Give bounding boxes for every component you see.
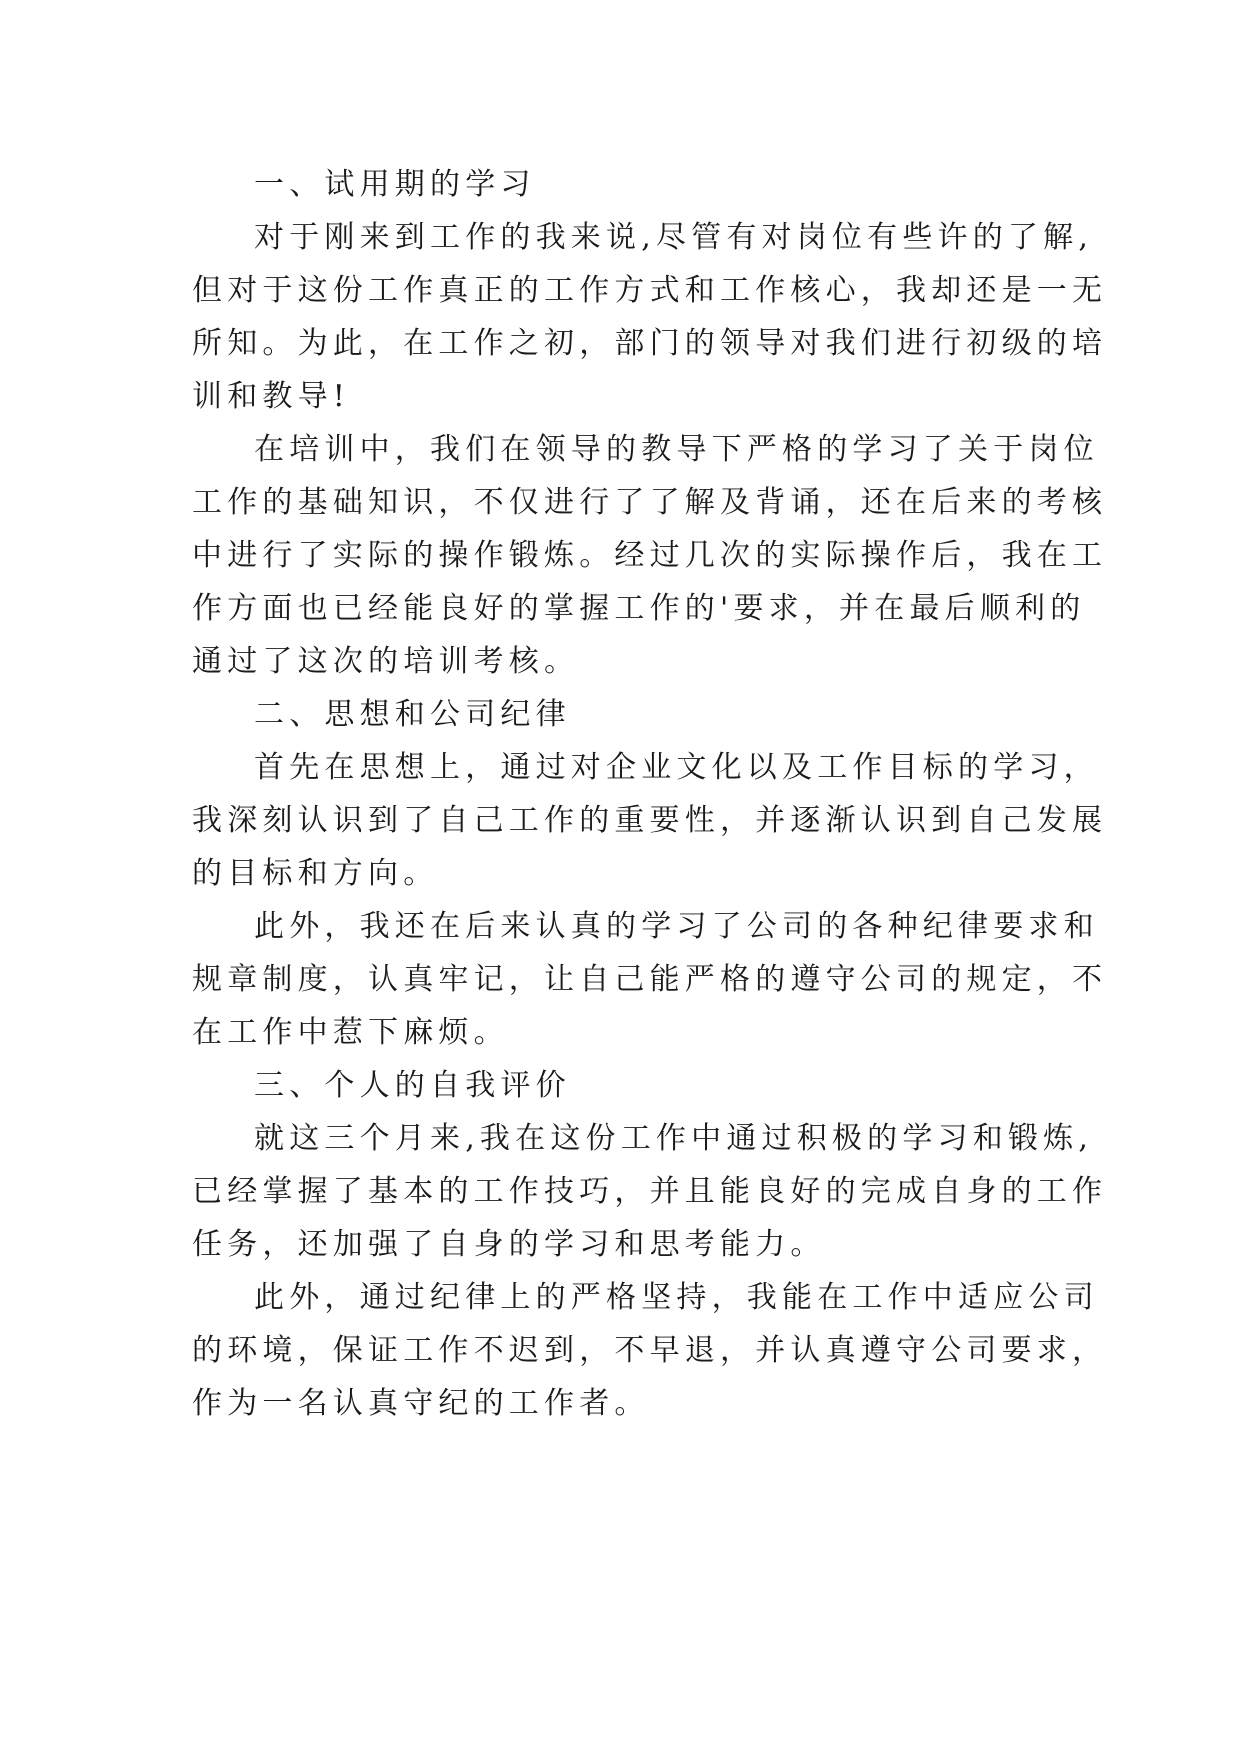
section-heading-probation-study: 一、试用期的学习	[254, 167, 536, 202]
paragraph-line: 作为一名认真守纪的工作者。	[192, 1386, 650, 1421]
paragraph-line: 的目标和方向。	[192, 856, 439, 891]
paragraph-line: 对于刚来到工作的我来说,尽管有对岗位有些许的了解,	[254, 220, 1094, 255]
paragraph-line: 此外，通过纪律上的严格坚持，我能在工作中适应公司	[254, 1280, 1099, 1315]
section-heading-self-evaluation: 三、个人的自我评价	[254, 1068, 571, 1103]
paragraph-line: 我深刻认识到了自己工作的重要性，并逐渐认识到自己发展	[192, 803, 1108, 838]
paragraph-line: 此外，我还在后来认真的学习了公司的各种纪律要求和	[254, 909, 1099, 944]
paragraph-line: 在培训中，我们在领导的教导下严格的学习了关于岗位	[254, 432, 1099, 467]
paragraph-line: 训和教导!	[192, 379, 351, 414]
paragraph-line: 中进行了实际的操作锻炼。经过几次的实际操作后，我在工	[192, 538, 1108, 573]
paragraph-line: 作方面也已经能良好的掌握工作的'要求，并在最后顺利的	[192, 591, 1086, 626]
paragraph-line: 在工作中惹下麻烦。	[192, 1015, 509, 1050]
paragraph-line: 工作的基础知识，不仅进行了了解及背诵，还在后来的考核	[192, 485, 1108, 520]
paragraph-line: 任务，还加强了自身的学习和思考能力。	[192, 1227, 826, 1262]
paragraph-line: 首先在思想上，通过对企业文化以及工作目标的学习，	[254, 750, 1099, 785]
paragraph-line: 已经掌握了基本的工作技巧，并且能良好的完成自身的工作	[192, 1174, 1108, 1209]
section-heading-discipline: 二、思想和公司纪律	[254, 697, 571, 732]
paragraph-line: 通过了这次的培训考核。	[192, 644, 580, 679]
paragraph-line: 就这三个月来,我在这份工作中通过积极的学习和锻炼,	[254, 1121, 1094, 1156]
paragraph-line: 但对于这份工作真正的工作方式和工作核心，我却还是一无	[192, 273, 1108, 308]
paragraph-line: 规章制度，认真牢记，让自己能严格的遵守公司的规定，不	[192, 962, 1108, 997]
paragraph-line: 所知。为此，在工作之初，部门的领导对我们进行初级的培	[192, 326, 1108, 361]
paragraph-line: 的环境，保证工作不迟到，不早退，并认真遵守公司要求，	[192, 1333, 1108, 1368]
